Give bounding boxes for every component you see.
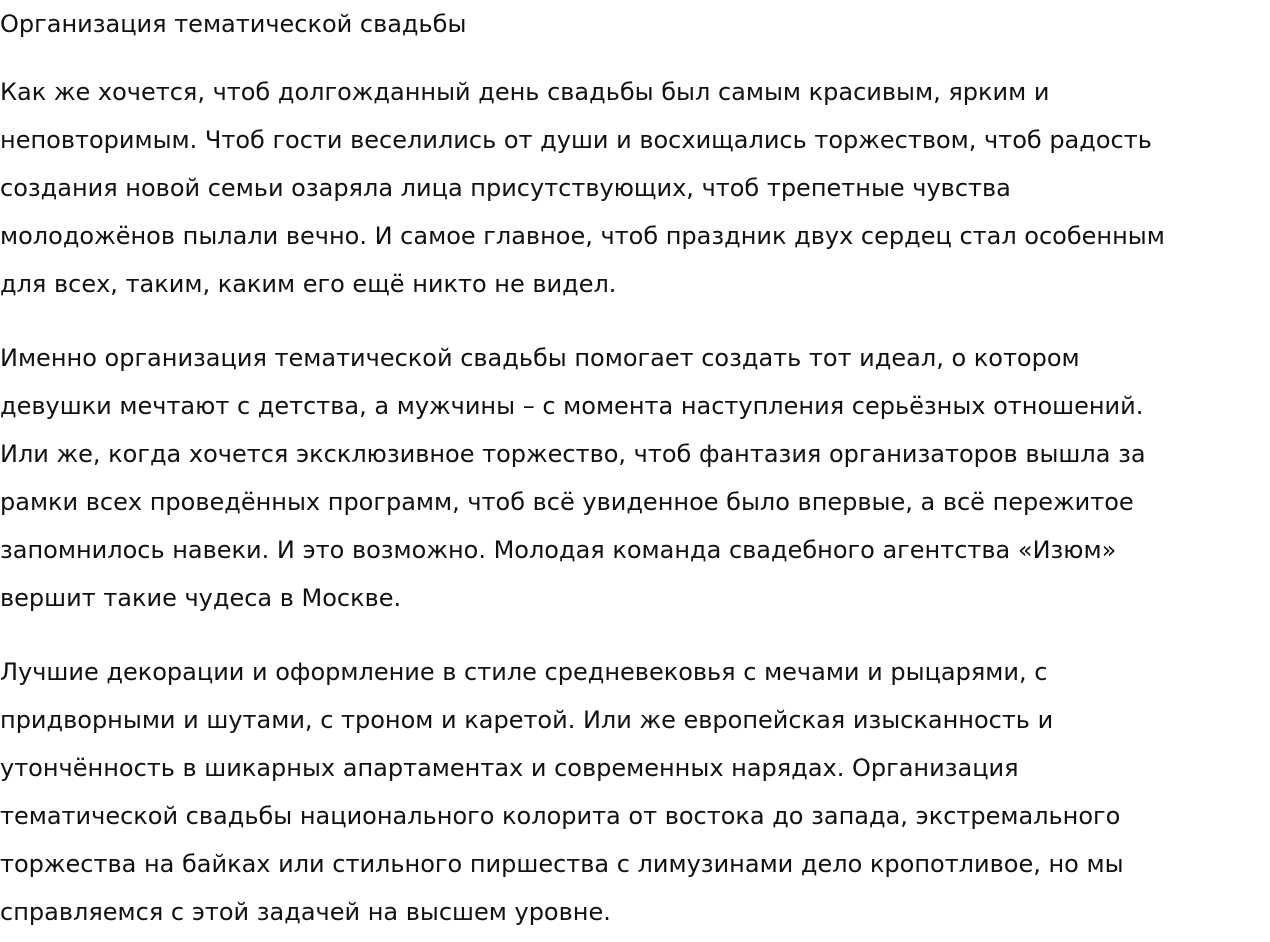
paragraph-line: создания новой семьи озаряла лица присутствующих, чтоб трепетные чувства xyxy=(0,174,1011,202)
paragraph-line: неповторимым. Чтоб гости веселились от души и восхищались торжеством, чтоб радость xyxy=(0,126,1152,154)
paragraph-line: придворными и шутами, с троном и каретой. Или же европейская изысканность и xyxy=(0,706,1054,734)
paragraph-line: для всех, таким, каким его ещё никто не видел. xyxy=(0,270,617,298)
paragraph-line: запомнилось навеки. И это возможно. Молодая команда свадебного агентства «Изюм» xyxy=(0,536,1117,564)
article-paragraph-3 xyxy=(0,648,1270,936)
paragraph-line: молодожёнов пылали вечно. И самое главное, чтоб праздник двух сердец стал особенным xyxy=(0,222,1165,250)
paragraph-line: Именно организация тематической свадьбы помогает создать тот идеал, о котором xyxy=(0,344,1080,372)
paragraph-line: Или же, когда хочется эксклюзивное торжество, чтоб фантазия организаторов вышла за xyxy=(0,440,1146,468)
article-paragraph-2 xyxy=(0,334,1270,622)
paragraph-line: вершит такие чудеса в Москве. xyxy=(0,584,402,612)
paragraph-line: девушки мечтают с детства, а мужчины – с момента наступления серьёзных отношений. xyxy=(0,392,1144,420)
article-title: Организация тематической свадьбы xyxy=(0,10,467,38)
paragraph-line: справляемся с этой задачей на высшем уровне. xyxy=(0,898,611,926)
article-paragraph-1 xyxy=(0,68,1270,308)
paragraph-line: рамки всех проведённых программ, чтоб всё увиденное было впервые, а всё пережитое xyxy=(0,488,1134,516)
paragraph-line: утончённость в шикарных апартаментах и современных нарядах. Организация xyxy=(0,754,1019,782)
paragraph-line: торжества на байках или стильного пиршества с лимузинами дело кропотливое, но мы xyxy=(0,850,1124,878)
paragraph-line: Как же хочется, чтоб долгожданный день свадьбы был самым красивым, ярким и xyxy=(0,78,1050,106)
paragraph-line: тематической свадьбы национального колорита от востока до запада, экстремального xyxy=(0,802,1121,830)
paragraph-line: Лучшие декорации и оформление в стиле средневековья с мечами и рыцарями, с xyxy=(0,658,1048,686)
